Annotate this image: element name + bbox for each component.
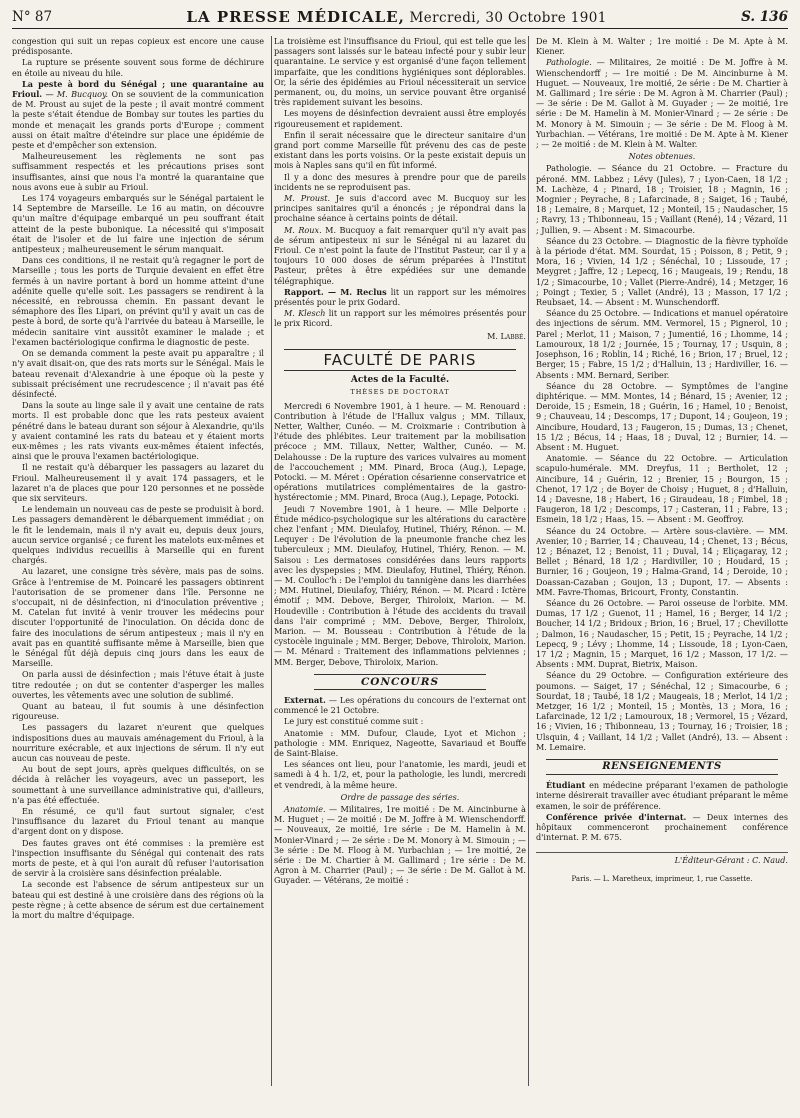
report-paragraph xyxy=(274,287,526,307)
paragraph-body: — Deux internes des hôpitaux commenceront prochainement conférence d'internat. P. M. 675. xyxy=(536,811,788,843)
paragraph: Les 174 voyageurs embarqués sur le Sénégal partaient le 14 Septembre de Marseille. Le 16 au matin, on découvre qu'un maître d'équipage embarqué un peu souffrant était atteint de la peste bubonique. La nécessité qui s'imposait était de l'isoler et de lui faire une injection de sérum antipesteux ; malheureusement le sérum manquait. xyxy=(12,193,264,255)
notice-heading: Étudiant xyxy=(546,780,586,791)
paragraph-body: lit un rapport sur les mémoires présentés pour le prix Ricord. xyxy=(274,308,526,329)
theses-title: THÈSES DE DOCTORAT xyxy=(350,388,450,397)
author-name: M. Roux. xyxy=(284,224,322,235)
series-heading: Pathologie. xyxy=(546,57,592,68)
paragraph: La troisième est l'insuffisance du Frioul, qui est telle que les passagers sont laissés sur le bateau infecté pour y subir leur quarantaine. Le service y est organisé d'une façon tellement imparfaite, que les conditions hygiéniques sont déplorables. Or, la série des épidémies au Frioul nécessiterait un service permanent, ou, du moins, un service pouvant être organisé très rapidement suivant les besoins. xyxy=(274,36,526,108)
thesis-listing: Mercredi 6 Novembre 1901, à 1 heure. — M. Renouard : Contribution à l'étude de l'Hallux valgus ; MM. Tillaux, Netter, Walther, Cunéo. — M. Croixmarie : Contribution à l'étude des phlébites. Leur traitement par la mobilisation précoce ; MM. Tillaux, Netter, Walther, Cunéo. — M. Delahousse : De la rupture des varices vulvaires au moment de l'accouchement ; MM. Pinard, Broca (Aug.), Lepage, Potocki. — M. Méret : Opération césarienne conservatrice et opérations mutilatrices complémentaires de la gastro-hystérectomie ; MM. Pinard, Broca (Aug.), Lepage, Potocki. xyxy=(274,400,526,503)
grades-paragraph: Séance du 29 Octobre. — Configuration extérieure des poumons. — Saiget, 17 ; Sénéchal, 12 ; Simacourbe, 6 ; Sourdat, 18 ; Taubé, 18 1/2 ; Maugeais, 18 ; Merlot, 14 1/2 ; Metzger, 16 1/2 ; Monteil, 15 ; Montès, 13 ; Mora, 16 ; Lafarcinade, 12 1/2 ; Lamouroux, 18 ; Vermorel, 15 ; Vézard, 16 ; Vivien, 16 ; Thibonneau, 13 ; Tournay, 16 ; Troisier, 18 ; Ulsquin, 4 ; Vaillant, 14 1/2 ; Vallet (André), 13. — Absent : M. Lemaire. xyxy=(536,670,788,752)
paragraph: Les séances ont lieu, pour l'anatomie, les mardi, jeudi et samedi à 4 h. 1/2, et, pour la pathologie, les lundi, mercredi et vendredi, à la même heure. xyxy=(274,759,526,790)
author-name: M. Proust. xyxy=(284,193,331,204)
paragraph: On se demanda comment la peste avait pu apparaître ; il n'y avait disait-on, que des rats morts sur le Sénégal. Mais le bateau revenait d'Alexandrie à une époque où la peste y subissait précisément une recrudescence ; il n'avait pas été désinfecté. xyxy=(12,348,264,399)
page-number: S. 136 xyxy=(741,9,788,25)
paragraph: Il ne restait qu'à débarquer les passagers au lazaret du Frioul. Malheureusement il y avait 174 passagers, et le lazaret n'a de places que pour 120 personnes et ne possède que six serviteurs. xyxy=(12,462,264,503)
paragraph: Des fautes graves ont été commises : la première est l'inspection insuffisante du Sénégal qui contenait des rats morts de peste, et à qui l'on aurait dû refuser l'autorisation de servir à la croisière sans désinfection préalable. xyxy=(12,837,264,879)
paragraph: On parla aussi de désinfection ; mais l'étuve était à juste titre redoutée ; on dut se contenter d'asperger les malles ouvertes, les vêtements avec une solution de sublimé. xyxy=(12,669,264,700)
report-paragraph xyxy=(274,308,526,328)
series-paragraph xyxy=(536,57,788,149)
grades-paragraph: Séance du 25 Octobre. — Indications et manuel opératoire des injections de sérum. MM. Vermorel, 15 ; Pignerol, 10 ; Parel ; Merlot, 11 ; Maison, 7 ; Jumentié, 16 ; Lhomme, 14 ; Lamouroux, 18 1/2 ; Journée, 15 ; Tournay, 17 ; Usquin, 8 ; Josephson, 16 ; Roblin, 14 ; Riché, 16 ; Brion, 17 ; Bruel, 12 ; Berger, 15 ; Fabre, 15 1/2 ; d'Halluin, 13 ; Hardiviller, 16. — Absents : MM. Bernard, Seriber. xyxy=(536,308,788,380)
paragraph-body: en médecine préparant l'examen de pathologie interne désirerait travailler avec étudiant préparant le même examen, le soir de préférence. xyxy=(536,780,788,811)
paragraph-body: — Militaires, 1re moitié : De M. Aincinburne à M. Huguet ; — 2e moitié : De M. Joffre à M. Wienschendorff. — Nouveaux, 2e moitié, 1re série : De M. Hamelin à M. Monier-Vinard ; — 2e série : De M. Monory à M. Simouin ; — 3e série : De M. Floog à M. Yurbachian ; — 1re moitié, 2e série : De M. Chartier à M. Gallimard ; 1re série : De M. Agron à M. Charrier (Paul) ; — 3e série : De M. Gallot à M. Guyader. — Vétérans, 2e moitié : xyxy=(274,804,526,886)
paragraph: congestion qui suit un repas copieux est encore une cause prédisposante. xyxy=(12,36,264,57)
faculte-section-title: FACULTÉ DE PARIS xyxy=(284,349,516,371)
column-1 xyxy=(12,36,264,1094)
notice-paragraph xyxy=(536,812,788,843)
paragraph: Anatomie : MM. Dufour, Claude, Lyot et Michon ; pathologie : MM. Enriquez, Nageotte, Savariaud et Bouffe de Saint-Blaise. xyxy=(274,727,526,758)
paragraph: Les passagers du lazaret n'eurent que quelques indispositions dues au mauvais aménagement du Frioul, à la nourriture exécrable, et aux injections de sérum. Il n'y eut aucun cas nouveau de peste. xyxy=(12,722,264,764)
issue-date: Mercredi, 30 Octobre 1901 xyxy=(409,10,607,26)
series-paragraph xyxy=(274,804,526,886)
paragraph: Il y a donc des mesures à prendre pour que de pareils incidents ne se reproduisent pas. xyxy=(274,171,526,192)
journal-title: LA PRESSE MÉDICALE, xyxy=(186,8,405,26)
paragraph: Au bout de sept jours, après quelques difficultés, on se décida à relâcher les voyageurs, avec un passeport, les soumettant à une surveillance administrative qui, d'ailleurs, n'a pas été effectuée. xyxy=(12,764,264,805)
series-heading: Anatomie. xyxy=(284,804,326,815)
editor-credit: L'Éditeur-Gérant : C. Naud. xyxy=(536,852,788,865)
grades-paragraph: Séance du 23 Octobre. — Diagnostic de la fièvre typhoïde à la période d'état. MM. Sourdat, 15 ; Poisson, 8 ; Petit, 9 ; Mora, 16 ; Vivien, 14 1/2 ; Sénéchal, 10 ; Lissoude, 17 ; Meygret ; Jaffre, 12 ; Lepecq, 16 ; Maugeais, 19 ; Rendu, 18 1/2 ; Simacourbe, 10 ; Vallet (Pierre-André), 14 ; Metzger, 16 ; Poingt ; Texier, 5 ; Vallet (André), 13 ; Masson, 17 1/2 ; Reubsaet, 14. — Absent : M. Wunschendorff. xyxy=(536,235,788,308)
paragraph: Dans la soute au linge sale il y avait une centaine de rats morts. Il est probable donc que les rats pesteux avaient pénétré dans le bateau durant son séjour à Alexandrie, qu'ils y avaient contaminé les rats du bateau et y étaient morts eux-mêmes ; les rats vivants eux-mêmes étaient infectés, ainsi que le prouva l'examen bactériologique. xyxy=(12,400,264,462)
grades-paragraph: Séance du 26 Octobre. — Paroi osseuse de l'orbite. MM. Dumas, 17 1/2 ; Guenot, 11 ; Hamel, 16 ; Berger, 14 1/2 ; Boucher, 14 1/2 ; Bridoux ; Brion, 16 ; Bruel, 17 ; Chevillotte ; Dalmon, 16 ; Naudascher, 15 ; Petit, 15 ; Peyrache, 14 1/2 ; Lepecq, 9 ; Lévy ; Lhomme, 14 ; Lissoude, 18 ; Lyon-Caen, 17 1/2 ; Magnin, 15 ; Marquet, 16 1/2 ; Masson, 17 1/2. — Absents : MM. Duprat, Bietrix, Maison. xyxy=(536,597,788,670)
grades-paragraph: Pathologie. — Séance du 21 Octobre. — Fracture du péroné. MM. Labbez ; Lévy (Jules), 7 ; Lyon-Caen, 18 1/2 ; M. Lachèze, 4 ; Pinard, 18 ; Troisier, 18 ; Magnin, 16 ; Mognier ; Peyrache, 8 ; Lafarcinade, 8 ; Saiget, 16 ; Taubé, 18 ; Lemaire, 8 ; Marquet, 12 ; Monteil, 15 ; Naudascher, 15 ; Ravry, 13 ; Thibonneau, 15 ; Vaillant (René), 14 ; Vézard, 11 ; Jullien, 9. — Absent : M. Simacourbe. xyxy=(536,163,788,235)
grades-paragraph: Anatomie. — Séance du 22 Octobre. — Articulation scapulo-humérale. MM. Dreyfus, 11 ; Bertholet, 12 ; Aincibure, 14 ; Guérin, 12 ; Brenier, 15 ; Bourgon, 15 ; Chenot, 17 1/2 ; de Boyer de Choisy ; Huguet, 8 ; d'Halluin, 14 ; Davesne, 18 ; Habert, 16 ; Giraudeau, 18 ; Fimbel, 18 ; Faugeron, 18 1/2 ; Descomps, 17 ; Casteran, 11 ; Fabre, 13 ; Esmein, 18 1/2 ; Haas, 15. — Absent : M. Geoffroy. xyxy=(536,453,788,525)
paragraph-body: M. Bucquoy a fait remarquer qu'il n'y avait pas de sérum antipesteux ni sur le Sénégal ni au lazaret du Frioul. Ce n'est point la faute de l'Institut Pasteur, car il y a toujours 10 000 doses de sérum préparées à l'Institut Pasteur, prêtes à être expédiées sur une demande télégraphique. xyxy=(274,224,526,286)
report-heading: Rapport. — M. Reclus xyxy=(284,286,387,297)
column-3 xyxy=(536,36,788,1094)
notice-heading: Conférence privée d'internat. xyxy=(546,811,687,822)
paragraph: Le jury est constitué comme suit : xyxy=(284,716,424,727)
paragraph: Le lendemain un nouveau cas de peste se produisit à bord. Les passagers demandèrent le débarquement immédiat ; on le fit le lendemain, mais il n'y avait eu, depuis deux jours, aucun service organisé ; ce furent les matelots eux-mêmes et quelques individus recueillis à Marseille qui en furent chargés. xyxy=(12,504,264,566)
section-paragraph xyxy=(12,79,264,150)
page-header xyxy=(12,6,788,29)
author-name: — M. Bucquoy. xyxy=(45,89,109,100)
series-order-title: Ordre de passage des séries. xyxy=(340,791,460,802)
issue-number: N° 87 xyxy=(12,9,53,25)
paragraph: En résumé, ce qu'il faut surtout signaler, c'est l'insuffisance du lazaret du Frioul tenant au manque d'argent dont on y dispose. xyxy=(12,806,264,837)
paragraph-body: lit un rapport sur les mémoires présentés pour le prix Godard. xyxy=(274,286,526,308)
signature: M. Labbé. xyxy=(487,330,526,341)
renseignements-section-title: RENSEIGNEMENTS xyxy=(546,759,778,775)
grades-paragraph: Séance du 28 Octobre. — Symptômes de l'angine diphtérique. — MM. Montes, 14 ; Bénard, 15 ; Avenier, 12 ; Deroide, 15 ; Esmein, 18 ; Guérin, 16 ; Hamel, 10 ; Benoist, 9 ; Chauveau, 14 ; Descomps, 17 ; Dupont, 14 ; Goujeon, 19 ; Aincibure, Houdard, 13 ; Faugeron, 15 ; Dumas, 13 ; Chenet, 15 1/2 ; Bécus, 14 ; Haas, 18 ; Duval, 12 ; Burnier, 14. — Absent : M. Huguet. xyxy=(536,380,788,452)
journal-masthead xyxy=(186,8,606,26)
paragraph: Dans ces conditions, il ne restait qu'à regagner le port de Marseille ; tous les ports de Turquie devaient en effet être fermés à un navire portant à bord un homme atteint d'une adénite quelle qu'elle soit. Les passagers se rendirent à la nécessité, en rebroussa chemin. En passant devant le sémaphore des Îles Lipari, on prévint qu'il y avait un cas de peste à bord, de sorte qu'à l'arrivée du bateau à Marseille, le médecin sanitaire vint aussitôt examiner le malade ; et l'examen bactériologique confirma le diagnostic de peste. xyxy=(12,255,264,347)
paragraph-body: — Les opérations du concours de l'externat ont commencé le 21 Octobre. xyxy=(274,694,526,716)
thesis-listing: Jeudi 7 Novembre 1901, à 1 heure. — Mlle Delporte : Étude médico-psychologique sur les altérations du caractère chez l'enfant ; MM. Dieulafoy, Hutinel, Thiéry, Rénon. — M. Lequyer : De l'évolution de la pneumonie franche chez les tuberculeux ; MM. Dieulafoy, Hutinel, Thiéry, Renon. — M. Saisou : Les dermatoses considérées dans leurs rapports avec les dyspepsies ; MM. Dieulafoy, Hutinel, Thiéry, Rénon. — M. Coulloc'h : De l'emploi du tannigène dans les diarrhées ; MM. Hutinel, Dieulafoy, Thiéry, Rénon. — M. Picard : Ictère émotif ; MM. Debove, Berger, Thiroloix, Marion. — M. Houdeville : Contribution à l'étude des accidents du travail dans l'air comprimé ; MM. Debove, Berger, Thiroloix, Marion. — M. Bousseau : Contribution à l'étude de la cystocèle inguinale ; MM. Berger, Debove, Thiroloix, Marion. — M. Ménard : Traitement des inflammations pelviennes ; MM. Berger, Debove, Thiroloix, Marion. xyxy=(274,503,526,667)
speaker-paragraph xyxy=(274,193,526,224)
paragraph: Quant au bateau, il fut soumis à une désinfection rigoureuse. xyxy=(12,701,264,722)
paragraph-body: — Militaires, 2e moitié : De M. Joffre à M. Wienschendorff ; — 1re moitié : De M. Aincinburne à M. Huguet. — Nouveaux, 1re moitié, 2e série : De M. Chartier à M. Gallimard ; 1re série : De M. Agron à M. Charrier (Paul) ; — 3e série : De M. Gallot à M. Guyader ; — 2e moitié, 1re série : De M. Hamelin à M. Monier-Vinard ; — 2e série : De M. Monory à M. Simouin ; — 3e série : De M. Floog à M. Yurbachian. — Vétérans, 1re moitié : De M. Apte à M. Kiener ; — 2e moitié : de M. Klein à M. Walter. xyxy=(536,57,788,150)
printer-credit: Paris. — L. Maretheux, imprimeur, 1, rue Cassette. xyxy=(571,874,753,883)
concours-paragraph xyxy=(274,695,526,715)
speaker-paragraph xyxy=(274,225,526,286)
concours-section-title: CONCOURS xyxy=(314,674,486,690)
author-name: M. Klesch xyxy=(284,308,326,319)
notes-title: Notes obtenues. xyxy=(628,151,696,162)
paragraph-body: On se souvient de la communication de M. Proust au sujet de la peste ; il avait montré comment la peste s'était étendue de Bombay sur toutes les parties du monde et menaçait les grands ports d'Europe ; comment aussi on était maître d'éteindre sur place une épidémie de peste et d'empêcher son extension. xyxy=(12,89,264,151)
section-heading: La peste à bord du Sénégal ; une quarantaine au Frioul. xyxy=(12,78,264,100)
paragraph-body: Je suis d'accord avec M. Bucquoy sur les principes sanitaires qu'il a énoncés ; je répondrai dans la prochaine séance à certains points de détail. xyxy=(274,193,526,224)
actes-title: Actes de la Faculté. xyxy=(350,375,450,386)
notice-paragraph xyxy=(536,780,788,811)
paragraph: Enfin il serait nécessaire que le directeur sanitaire d'un grand port comme Marseille fût prévenu des cas de peste existant dans les ports voisins. Or la peste existait depuis un mois à Naples sans qu'il en fût informé. xyxy=(274,129,526,171)
paragraph: Les moyens de désinfection devraient aussi être employés rigoureusement et rapidement. xyxy=(274,108,526,129)
concours-heading: Externat. xyxy=(284,694,326,705)
grades-paragraph: Séance du 24 Octobre. — Artère sous-clavière. — MM. Avenier, 10 ; Barrier, 14 ; Chauveau, 14 ; Chenet, 13 ; Bécus, 12 ; Bénazet, 12 ; Benoist, 11 ; Duval, 14 ; Eliçagaray, 12 ; Bellet ; Bénard, 18 1/2 ; Hardiviller, 10 ; Houdard, 15 ; Burnier, 16 ; Goujeon, 19 ; Halma-Grand, 14 ; Deroide, 10 ; Doassan-Cazaban ; Goujon, 13 ; Dupont, 17. — Absents : MM. Favre-Thomas, Bricourt, Fronty, Constantin. xyxy=(536,525,788,597)
paragraph: Malheureusement les règlements ne sont pas suffisamment respectés et les précautions prises sont insuffisantes, ainsi que nous l'a montré la quarantaine que nous avons eue à subir au Frioul. xyxy=(12,151,264,192)
paragraph: De M. Klein à M. Walter ; 1re moitié : De M. Apte à M. Kiener. xyxy=(536,36,788,57)
article-columns xyxy=(12,36,788,1094)
column-2 xyxy=(274,36,526,1094)
paragraph: La seconde est l'absence de sérum antipesteux sur un bateau qui est destiné à une croisière dans des régions où la peste règne ; à cette absence de sérum est due certainement la mort du maître d'équipage. xyxy=(12,879,264,921)
paragraph: Au lazaret, une consigne très sévère, mais pas de soins. Grâce à l'entremise de M. Poincaré les passagers obtinrent l'autorisation de se promener dans l'île. Personne ne s'occupait, ni de désinfection, ni d'inoculation préventive ; M. Catelan fut invité à venir trouver les médecins pour discuter l'opportunité de l'inoculation. On décida donc de faire des inoculations de sérum antipesteux ; mais il n'y en avait pas en quantité suffisante même à Marseille, bien que le Sénégal fût déjà depuis cinq jours dans les eaux de Marseille. xyxy=(12,566,264,669)
paragraph: La rupture se présente souvent sous forme de déchirure en étoile au niveau du hile. xyxy=(12,57,264,78)
